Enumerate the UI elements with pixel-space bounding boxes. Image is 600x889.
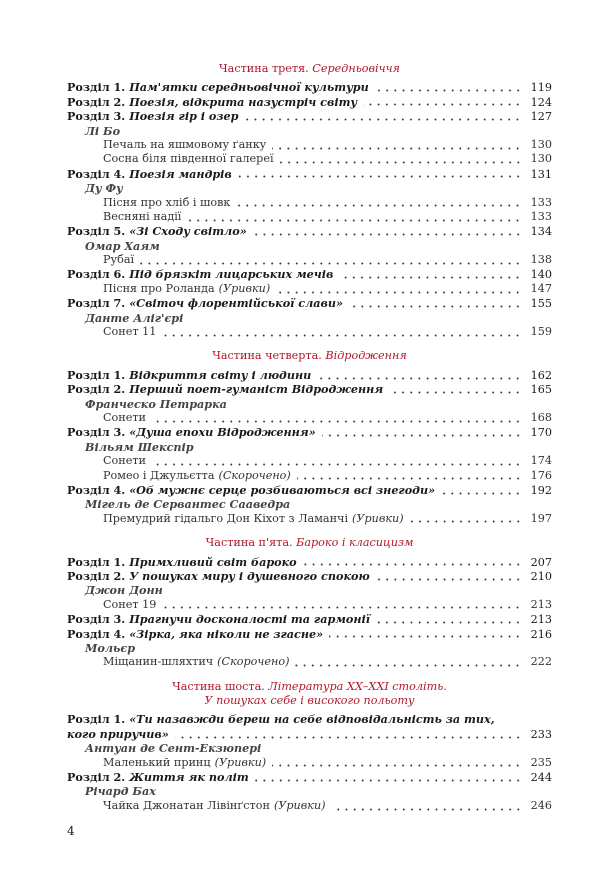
chapter-title: Життя як політ xyxy=(129,770,249,785)
part-label: Частина четверта. xyxy=(212,349,322,363)
page-ref: 165 xyxy=(530,383,552,397)
toc-chapter-row[interactable] xyxy=(67,712,552,726)
excerpt-note: (Уривки) xyxy=(218,281,271,295)
dot-leader xyxy=(244,118,522,121)
toc-work-row[interactable] xyxy=(67,756,552,770)
dot-leader xyxy=(236,204,522,207)
author-title: Мольєр xyxy=(85,640,136,655)
dot-leader xyxy=(162,334,522,337)
page-ref: 216 xyxy=(530,627,552,641)
part-title-line2: У пошуках себе і високого польоту xyxy=(204,694,415,708)
page-ref: 197 xyxy=(530,511,552,525)
page-ref: 233 xyxy=(530,727,552,741)
page-ref: 192 xyxy=(530,483,552,497)
dot-leader xyxy=(238,175,522,178)
chapter-title: Поезія мандрів xyxy=(129,166,232,181)
toc-author-row xyxy=(67,440,552,454)
page-ref: 138 xyxy=(530,253,552,267)
toc-chapter-row[interactable] xyxy=(67,555,552,569)
author-title: Мігель де Сервантес Сааведра xyxy=(85,497,291,512)
chapter-title: Прагнучи досконалості та гармонії xyxy=(129,612,371,627)
chapter-title: Пам'ятки середньовічної культури xyxy=(129,80,369,95)
toc-author-row xyxy=(67,397,552,411)
author-title: Річард Бах xyxy=(85,784,156,799)
toc-chapter-row[interactable] xyxy=(67,109,552,123)
dot-leader xyxy=(280,161,522,164)
author-title: Ду Фу xyxy=(85,181,123,196)
author-title: Омар Хаям xyxy=(85,238,160,253)
dot-leader xyxy=(140,262,522,265)
part-title: Відродження xyxy=(325,349,407,363)
dot-leader xyxy=(255,779,522,782)
work-title: Премудрий гідальго Дон Кіхот з Ламанчі xyxy=(103,511,349,525)
dot-leader xyxy=(410,520,522,523)
chapter-label: Розділ 3. xyxy=(67,425,126,440)
work-title: Рубаї xyxy=(103,253,135,267)
table-of-contents xyxy=(67,62,552,813)
part-heading xyxy=(67,349,552,363)
toc-work-row[interactable] xyxy=(67,152,552,166)
toc-chapter-row[interactable] xyxy=(67,267,552,281)
toc-chapter-row[interactable] xyxy=(67,425,552,439)
page-ref: 130 xyxy=(530,137,552,151)
chapter-label: Розділ 1. xyxy=(67,554,126,569)
toc-chapter-row[interactable] xyxy=(67,80,552,94)
dot-leader xyxy=(349,305,522,308)
toc-chapter-row[interactable] xyxy=(67,627,552,641)
page-ref: 246 xyxy=(530,798,552,812)
page-ref: 174 xyxy=(530,454,552,468)
toc-chapter-row[interactable] xyxy=(67,368,552,382)
toc-chapter-row[interactable] xyxy=(67,224,552,238)
chapter-label: Розділ 4. xyxy=(67,166,126,181)
toc-chapter-row[interactable] xyxy=(67,167,552,181)
excerpt-note: (Скорочено) xyxy=(217,655,290,669)
page-ref: 222 xyxy=(530,655,552,669)
page-ref: 235 xyxy=(530,755,552,769)
excerpt-note: (Скорочено) xyxy=(218,468,291,482)
dot-leader xyxy=(389,391,522,394)
work-title: Пісня про Роланда xyxy=(103,281,215,295)
page-ref: 133 xyxy=(530,195,552,209)
chapter-title: «Зірка, яка ніколи не згасне» xyxy=(129,626,324,641)
chapter-title: Перший поет-гуманіст Відродження xyxy=(129,382,384,397)
work-title: Маленький принц xyxy=(103,755,211,769)
chapter-title: Поезія, відкрита назустріч світу xyxy=(129,94,358,109)
page-ref: 168 xyxy=(530,411,552,425)
work-title: Сосна біля південної галереї xyxy=(103,152,274,166)
excerpt-note: (Уривки) xyxy=(273,798,326,812)
page-number: 4 xyxy=(67,824,75,838)
author-title: Вільям Шекспір xyxy=(85,439,194,454)
toc-work-row[interactable] xyxy=(67,210,552,224)
chapter-label: Розділ 2. xyxy=(67,770,126,785)
chapter-title: «Зі Сходу світло» xyxy=(129,224,247,239)
dot-leader xyxy=(322,434,522,437)
chapter-label: Розділ 1. xyxy=(67,367,126,382)
toc-work-row[interactable] xyxy=(67,598,552,612)
page-ref: 176 xyxy=(530,468,552,482)
toc-chapter-row[interactable] xyxy=(67,612,552,626)
work-title: Чайка Джонатан Лівінґстон xyxy=(103,798,270,812)
dot-leader xyxy=(276,291,522,294)
chapter-title: «Об мужнє серце розбиваються всі знегоди» xyxy=(129,482,436,497)
chapter-title: кого приручив» xyxy=(67,726,169,741)
toc-work-row[interactable] xyxy=(67,799,552,813)
chapter-title: Відкриття світу і людини xyxy=(129,367,312,382)
work-title: Сонети xyxy=(103,454,147,468)
page-ref: 124 xyxy=(530,95,552,109)
author-title: Лі Бо xyxy=(85,123,121,138)
part-heading xyxy=(67,680,552,709)
page-ref: 147 xyxy=(530,281,552,295)
chapter-label: Розділ 1. xyxy=(67,712,126,727)
page-ref: 140 xyxy=(530,268,552,282)
dot-leader xyxy=(297,477,522,480)
chapter-title: Примхливий світ бароко xyxy=(129,554,297,569)
page-ref: 207 xyxy=(530,555,552,569)
page-ref: 159 xyxy=(530,325,552,339)
toc-author-row xyxy=(67,311,552,325)
toc-work-row[interactable] xyxy=(67,138,552,152)
chapter-label: Розділ 2. xyxy=(67,568,126,583)
toc-work-row[interactable] xyxy=(67,655,552,669)
chapter-label: Розділ 1. xyxy=(67,80,126,95)
page-ref: 133 xyxy=(530,209,552,223)
toc-work-row[interactable] xyxy=(67,512,552,526)
author-title: Джон Донн xyxy=(85,583,163,598)
chapter-title: У пошуках миру і душевного спокою xyxy=(129,568,370,583)
part-title: Середньовіччя xyxy=(312,62,400,75)
chapter-title: «Душа епохи Відродження» xyxy=(129,425,316,440)
page-ref: 162 xyxy=(530,368,552,382)
dot-leader xyxy=(187,219,522,222)
toc-chapter-row[interactable] xyxy=(67,382,552,396)
dot-leader xyxy=(317,377,522,380)
work-title: Ромео і Джульєтта xyxy=(103,468,215,482)
chapter-label: Розділ 4. xyxy=(67,626,126,641)
chapter-label: Розділ 2. xyxy=(67,382,126,397)
part-heading xyxy=(67,536,552,550)
part-title: Література XX–XXI століть. xyxy=(268,679,447,693)
chapter-label: Розділ 3. xyxy=(67,109,126,124)
dot-leader xyxy=(363,103,522,106)
page-ref: 130 xyxy=(530,152,552,166)
page-ref: 119 xyxy=(530,81,552,95)
toc-chapter-row[interactable] xyxy=(67,296,552,310)
part-label: Частина шоста. xyxy=(172,679,265,693)
toc-work-row[interactable] xyxy=(67,454,552,468)
dot-leader xyxy=(339,276,522,279)
page-ref: 131 xyxy=(530,167,552,181)
toc-work-row[interactable] xyxy=(67,196,552,210)
dot-leader xyxy=(376,621,522,624)
page-ref: 155 xyxy=(530,297,552,311)
part-label: Частина п'ята. xyxy=(205,536,293,550)
chapter-label: Розділ 3. xyxy=(67,612,126,627)
author-title: Данте Аліг'єрі xyxy=(85,310,184,325)
page-ref: 170 xyxy=(530,426,552,440)
chapter-label: Розділ 7. xyxy=(67,296,126,311)
author-title: Антуан де Сент-Екзюпері xyxy=(85,741,262,756)
toc-work-row[interactable] xyxy=(67,469,552,483)
work-title: Сонет 11 xyxy=(103,325,157,339)
dot-leader xyxy=(272,764,522,767)
part-label: Частина третя. xyxy=(219,62,309,75)
toc-author-row xyxy=(67,583,552,597)
toc-chapter-row[interactable] xyxy=(67,483,552,497)
dot-leader xyxy=(441,492,522,495)
toc-author-row xyxy=(67,239,552,253)
excerpt-note: (Уривки) xyxy=(214,755,267,769)
part-title: Бароко і класицизм xyxy=(296,536,414,550)
toc-author-row xyxy=(67,784,552,798)
work-title: Пісня про хліб і шовк xyxy=(103,195,231,209)
work-title: Міщанин-шляхтич xyxy=(103,655,214,669)
page-ref: 213 xyxy=(530,597,552,611)
toc-author-row xyxy=(67,181,552,195)
toc-chapter-row[interactable] xyxy=(67,770,552,784)
page-ref: 244 xyxy=(530,771,552,785)
dot-leader xyxy=(152,420,522,423)
toc-chapter-row[interactable] xyxy=(67,727,552,741)
dot-leader xyxy=(329,635,522,638)
chapter-title: Під брязкіт лицарських мечів xyxy=(129,267,334,282)
dot-leader xyxy=(375,89,522,92)
toc-author-row xyxy=(67,641,552,655)
work-title: Сонети xyxy=(103,411,147,425)
chapter-label: Розділ 5. xyxy=(67,224,126,239)
toc-work-row[interactable] xyxy=(67,411,552,425)
dot-leader xyxy=(303,563,522,566)
part-heading xyxy=(67,62,552,76)
toc-chapter-row[interactable] xyxy=(67,569,552,583)
dot-leader xyxy=(152,463,522,466)
dot-leader xyxy=(253,233,522,236)
work-title: Весняні надії xyxy=(103,209,182,223)
page-ref: 213 xyxy=(530,613,552,627)
chapter-title: Поезія гір і озер xyxy=(129,109,239,124)
chapter-label: Розділ 4. xyxy=(67,482,126,497)
toc-work-row[interactable] xyxy=(67,253,552,267)
work-title: Печаль на яшмовому ґанку xyxy=(103,137,267,151)
chapter-label: Розділ 6. xyxy=(67,267,126,282)
dot-leader xyxy=(162,606,522,609)
dot-leader xyxy=(376,578,522,581)
author-title: Франческо Петрарка xyxy=(85,396,227,411)
page-ref: 127 xyxy=(530,110,552,124)
toc-work-row[interactable] xyxy=(67,325,552,339)
toc-author-row xyxy=(67,497,552,511)
toc-work-row[interactable] xyxy=(67,282,552,296)
dot-leader xyxy=(175,736,522,739)
page-ref: 210 xyxy=(530,569,552,583)
chapter-title: «Ти назавжди береш на себе відповідальність за тих, xyxy=(129,712,495,727)
dot-leader xyxy=(332,808,522,811)
toc-author-row xyxy=(67,124,552,138)
page-ref: 134 xyxy=(530,225,552,239)
dot-leader xyxy=(272,147,522,150)
work-title: Сонет 19 xyxy=(103,597,157,611)
dot-leader xyxy=(295,664,522,667)
excerpt-note: (Уривки) xyxy=(352,511,404,525)
toc-author-row xyxy=(67,741,552,755)
toc-chapter-row[interactable] xyxy=(67,95,552,109)
chapter-title: «Світоч флорентійської слави» xyxy=(129,296,344,311)
chapter-label: Розділ 2. xyxy=(67,94,126,109)
